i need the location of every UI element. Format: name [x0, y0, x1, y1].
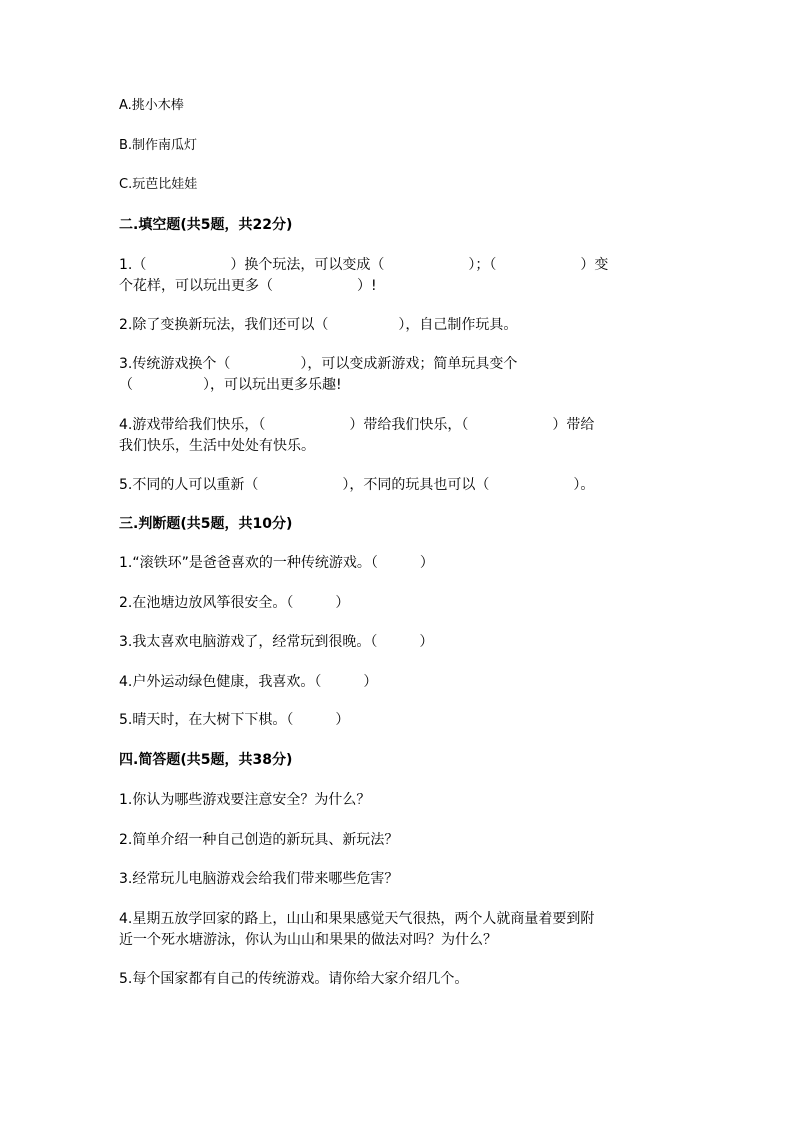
section-heading-fill-blank: 二.填空题(共5题，共22分) [119, 217, 293, 233]
fill-q2: 2.除了变换新玩法，我们还可以（ ），自己制作玩具。 [119, 317, 518, 333]
fill-q3-line1: 3.传统游戏换个（ ），可以变成新游戏；简单玩具变个 [119, 356, 518, 372]
short-q3: 3.经常玩儿电脑游戏会给我们带来哪些危害？ [119, 871, 399, 887]
judge-q5: 5.晴天时，在大树下下棋。（ ） [119, 712, 350, 728]
option-b: B.制作南瓜灯 [119, 138, 198, 153]
option-a: A.挑小木棒 [119, 98, 184, 113]
judge-q3: 3.我太喜欢电脑游戏了，经常玩到很晚。（ ） [119, 634, 434, 650]
section-heading-short-answer: 四.简答题(共5题，共38分) [119, 752, 293, 768]
fill-q5: 5.不同的人可以重新（ ），不同的玩具也可以（ ）。 [119, 477, 595, 493]
fill-q3-line2: （ ），可以玩出更多乐趣! [119, 377, 342, 393]
short-q5: 5.每个国家都有自己的传统游戏。请你给大家介绍几个。 [119, 971, 469, 987]
short-q2: 2.简单介绍一种自己创造的新玩具、新玩法？ [119, 832, 399, 848]
option-c: C.玩芭比娃娃 [119, 177, 198, 192]
judge-q1: 1.“滚铁环”是爸爸喜欢的一种传统游戏。（ ） [119, 555, 434, 571]
section-heading-true-false: 三.判断题(共5题，共10分) [119, 516, 293, 532]
short-q4-line1: 4.星期五放学回家的路上，山山和果果感觉天气很热，两个人就商量着要到附 [119, 911, 595, 927]
short-q1: 1.你认为哪些游戏要注意安全？为什么？ [119, 792, 371, 808]
judge-q4: 4.户外运动绿色健康，我喜欢。（ ） [119, 674, 378, 690]
fill-q1-line1: 1.（ ）换个玩法，可以变成（ ）；（ ）变 [119, 257, 609, 273]
fill-q1-line2: 个花样，可以玩出更多（ ）! [119, 278, 377, 294]
fill-q4-line2: 我们快乐，生活中处处有快乐。 [119, 438, 315, 454]
fill-q4-line1: 4.游戏带给我们快乐，（ ）带给我们快乐，（ ）带给 [119, 417, 595, 433]
judge-q2: 2.在池塘边放风筝很安全。（ ） [119, 595, 350, 611]
short-q4-line2: 近一个死水塘游泳，你认为山山和果果的做法对吗？为什么？ [119, 932, 497, 948]
